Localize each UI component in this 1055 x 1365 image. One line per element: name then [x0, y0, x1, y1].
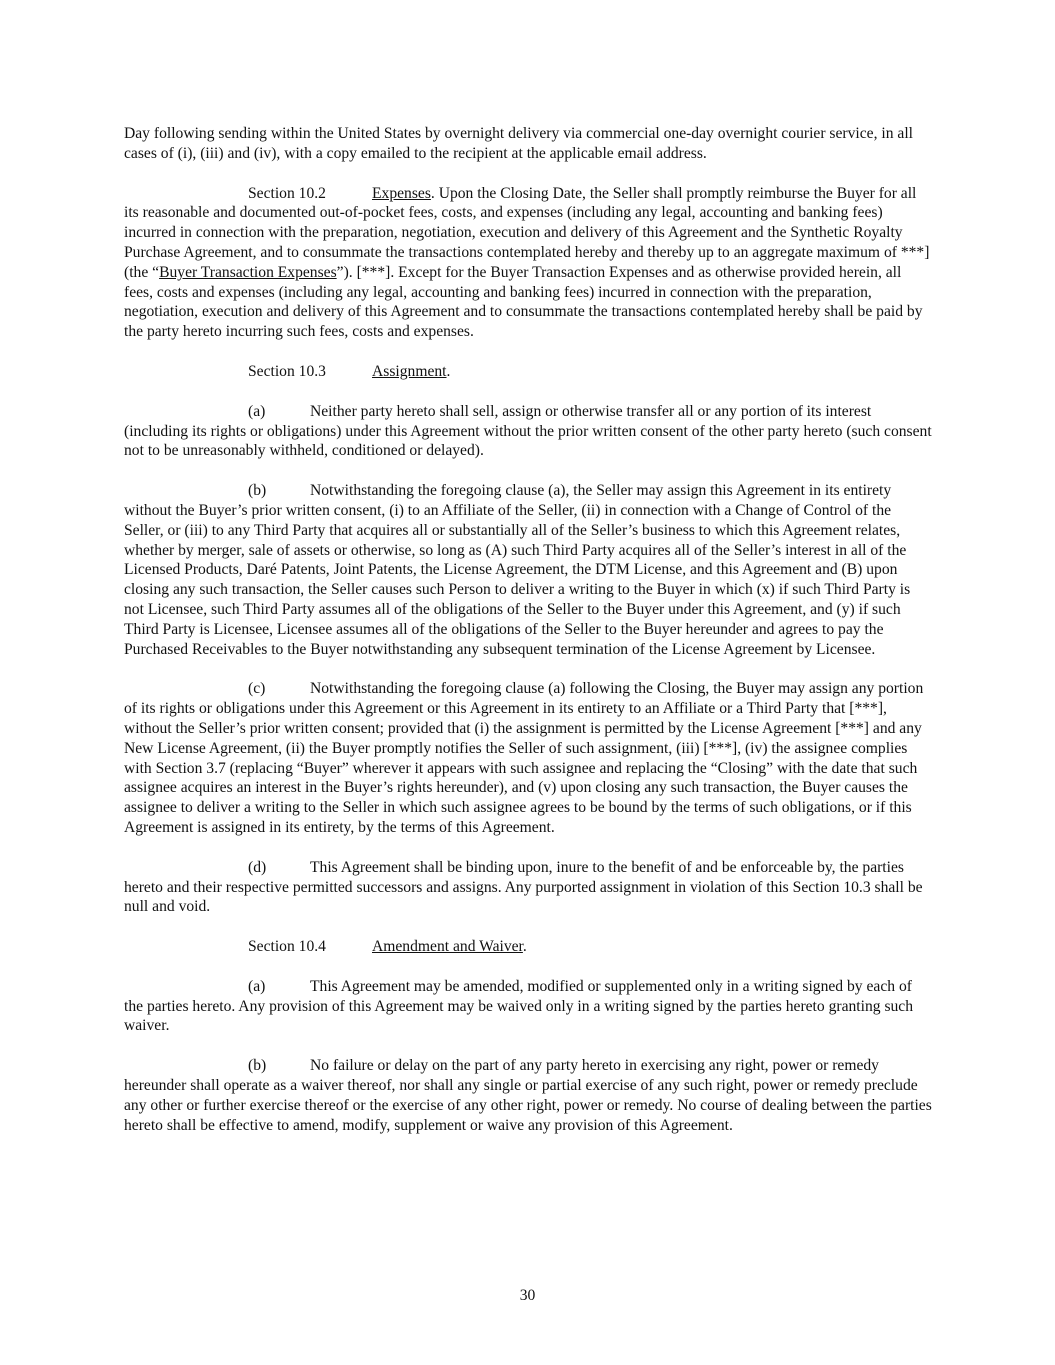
section-title: Expenses — [372, 184, 431, 202]
clause-text: This Agreement shall be binding upon, inure to the benefit of and be enforceable by, the parties hereto and their respective permitted successors and assigns. Any purported assignment in violation of this Section 10.3 shall be null and void. — [124, 858, 923, 916]
clause-10-3-a — [124, 402, 932, 461]
clause-label: (a) — [248, 977, 266, 995]
clause-10-3-c — [124, 679, 932, 837]
section-number: Section 10.2 — [248, 184, 326, 202]
clause-text: No failure or delay on the part of any party hereto in exercising any right, power or remedy hereunder shall operate as a waiver thereof, nor shall any single or partial exercise of any such right, power or remedy preclude any other or further exercise thereof or the exercise of any other right, power or remedy. No course of dealing between the parties hereto shall be effective to amend, modify, supplement or waive any provision of this Agreement. — [124, 1057, 932, 1134]
section-10-4-heading: Section 10.4 Amendment and Waiver. — [248, 938, 527, 956]
section-number: Section 10.4 — [248, 938, 326, 956]
clause-text: This Agreement may be amended, modified or supplemented only in a writing signed by each of the parties hereto. Any provision of this Agreement may be waived only in a writing signed by the parties hereto granting such waiver. — [124, 977, 914, 1035]
clause-text: Notwithstanding the foregoing clause (a), the Seller may assign this Agreement in its entirety without the Buyer’s prior written consent, (i) to an Affiliate of the Seller, (ii) in connection with a Change of Control of the Seller, or (iii) to any Third Party that acquires all or substantially all of the Seller’s business to which this Agreement relates, whether by merger, sale of assets or otherwise, so long as (A) such Third Party acquires all of the Seller’s interest in all of the Licensed Products, Daré Patents, Joint Patents, the License Agreement, the DTM License, and this Agreement and (B) upon closing any such transaction, the Seller causes such Person to deliver a writing to the Buyer in which (x) if such Third Party is not Licensee, such Third Party assumes all of the obligations of the Seller to the Buyer under this Agreement, and (y) if such Third Party is Licensee, Licensee assumes all of the obligations of the Seller to the Buyer hereunder and agrees to pay the Purchased Receivables to the Buyer notwithstanding any subsequent termination of the License Agreement by Licensee. — [124, 482, 911, 658]
clause-10-4-b — [124, 1056, 932, 1135]
page-number: 30 — [519, 1287, 536, 1304]
clause-10-4-a — [124, 977, 932, 1036]
section-text: ”). [***]. Except for the Buyer Transaction Expenses and as otherwise provided herein, all fees, costs and expenses (including any legal, accounting and banking fees) incurred in connection with the preparation, negotiation, execution and delivery of this Agreement and to consummate the transactions contemplated hereby shall be paid by the party hereto incurring such fees, costs and expenses. — [124, 263, 923, 341]
clause-label: (c) — [248, 680, 266, 698]
continuation-paragraph: Day following sending within the United States by overnight delivery via commercial one-day overnight courier service, in all cases of (i), (iii) and (iv), with a copy emailed to the recipient at the applicable email address. — [124, 125, 913, 162]
section-title: Amendment and Waiver — [372, 938, 523, 956]
section-10-3-heading: Section 10.3 Assignment. — [248, 362, 451, 380]
clause-text: Neither party hereto shall sell, assign or otherwise transfer all or any portion of its interest (including its rights or obligations) under this Agreement without the prior written consent of the other party hereto (such consent not to be unreasonably withheld, conditioned or delayed). — [124, 402, 932, 460]
section-text: . Upon the Closing Date, the Seller shall promptly reimburse the Buyer for all its reasonable and documented out-of-pocket fees, costs, and expenses (including any legal, accounting and banking fees) incurred in connection with the preparation, negotiation, execution and delivery of this Agreement and the Synthetic Royalty Purchase Agreement, and to consummate the transactions contemplated hereby and thereby up to an aggregate maximum of ***] (the “ — [124, 184, 930, 281]
clause-label: (a) — [248, 402, 266, 420]
clause-label: (d) — [248, 858, 267, 876]
section-title: Assignment — [372, 362, 447, 380]
section-number: Section 10.3 — [248, 362, 326, 380]
section-10-2 — [124, 184, 932, 342]
clause-10-3-b — [124, 481, 932, 659]
defined-term: Buyer Transaction Expenses — [159, 263, 337, 281]
clause-text: Notwithstanding the foregoing clause (a) following the Closing, the Buyer may assign any portion of its rights or obligations under this Agreement or this Agreement in its entirety to an Affiliate or a Third Party that [***], without the Seller’s prior written consent; provided that (i) the assignment is permitted by the License Agreement [***] and any New License Agreement, (ii) the Buyer promptly notifies the Seller of such assignment, (iii) [***], (iv) the assignee complies with Section 3.7 (replacing “Buyer” wherever it appears with such assignee and replacing the “Closing” with the date that such assignee acquires an interest in the Buyer’s rights hereunder), and (v) upon closing any such transaction, the Buyer causes the assignee to deliver a writing to the Seller in which such assignee agrees to be bound by the terms of such obligations, or if this Agreement is assigned in its entirety, by the terms of this Agreement. — [124, 680, 924, 836]
clause-label: (b) — [248, 1057, 267, 1075]
clause-label: (b) — [248, 482, 267, 500]
clause-10-3-d — [124, 858, 932, 917]
